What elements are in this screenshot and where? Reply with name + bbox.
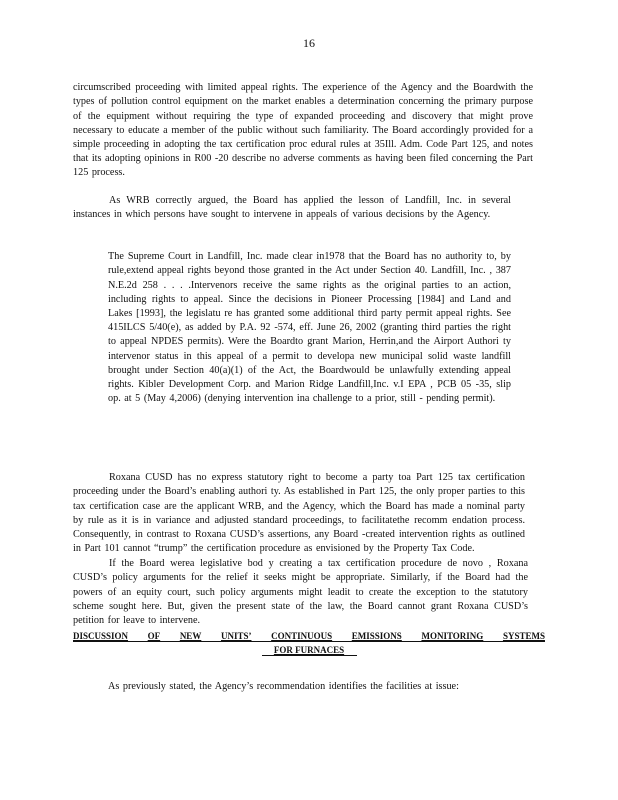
heading-word: EMISSIONS bbox=[351, 631, 402, 641]
heading-word: DISCUSSION bbox=[73, 631, 129, 641]
heading-word: MONITORING bbox=[421, 631, 484, 641]
paragraph-2: As WRB correctly argued, the Board has applied the lesson of Landfill, Inc. in several instances in which persons have sought to intervene in appeals of various decisions by the Agency. bbox=[73, 195, 511, 221]
paragraph-1: circumscribed proceeding with limited appeal rights. The experience of the Agency and the Boardwith the types of pollution control equipment on the market enables a determination concerning the primary purpose of the equipment without requiring the type of expanded proceeding and discovery that might prove necessary to educate a member of the public without such familiarity. The Board accordingly provided for a simple proceeding in adopting the tax certification proc edural rules at 35Ill. Adm. Code Part 125, and notes that its adopting opinions in R00 -20 describe no adverse comments as having been filed concerning the Part 125 process. bbox=[73, 82, 533, 179]
paragraph-5: As previously stated, the Agency’s recommendation identifies the facilities at issue: bbox=[108, 681, 459, 693]
section-heading bbox=[73, 629, 545, 657]
paragraph-3: Roxana CUSD has no express statutory right to become a party toa Part 125 tax certification proceeding under the Board’s enabling authori ty. As established in Part 125, the only proper parties to this tax certification case are the applicant WRB, and the Agency, which the Board has made a nominal party by rule as it is in variance and adjusted standard proceedings, to facilitatethe recomm endation process. Consequently, in contrast to Roxana CUSD’s assertions, any Board -created intervention rights as outlined in Part 101 cannot “trump” the certification procedure as envisioned by the Property Tax Code. bbox=[73, 472, 525, 555]
heading-word: NEW bbox=[179, 631, 202, 641]
heading-rule bbox=[73, 641, 545, 642]
paragraph-4: If the Board werea legislative bod y creating a tax certification procedure de novo , Roxana CUSD’s policy arguments for the relief it seeks might be appropriate. Similarly, if the Board had the powers of an equity court, such policy arguments might leadit to create the exception to the statutory scheme sought here. But, given the present state of the law, the Board cannot grant Roxana CUSD’s petition for leave to intervene. bbox=[73, 558, 528, 626]
section-heading-line-2: FOR FURNACES bbox=[273, 645, 345, 655]
page-number: 16 bbox=[303, 36, 315, 50]
heading-word: SYSTEMS bbox=[502, 631, 545, 641]
heading-word: OF bbox=[147, 631, 161, 641]
heading-rule bbox=[262, 655, 357, 656]
block-quote: The Supreme Court in Landfill, Inc. made clear in1978 that the Board has no authority to, by rule,extend appeal rights beyond those granted in the Act under Section 40. Landfill, Inc. , 387 N.E.2d 258 . . . .Intervenors receive the same rights as the original parties to an action, including rights to appeal. Since the decisions in Pioneer Processing [1984] and Land and Lakes [1993], the legislatu re has granted some additional third party permit appeal rights. See 415ILCS 5/40(e), as added by P.A. 92 -574, eff. June 26, 2002 (granting third parties the right to appeal NPDES permits). Were the Boardto grant Marion, Herrin,and the Airport Authori ty intervenor status in this appeal of a permit to developa new municipal solid waste landfill brought under Section 40(a)(1) of the Act, the Boardwould be unlawfully extending appeal rights. Kibler Development Corp. and Marion Ridge Landfill,Inc. v.I EPA , PCB 05 -35, slip op. at 5 (May 4,2006) (denying intervention ina challenge to a prior, still - pending permit). bbox=[108, 251, 511, 405]
heading-word: CONTINUOUS bbox=[271, 631, 333, 641]
heading-word: UNITS’ bbox=[220, 631, 252, 641]
